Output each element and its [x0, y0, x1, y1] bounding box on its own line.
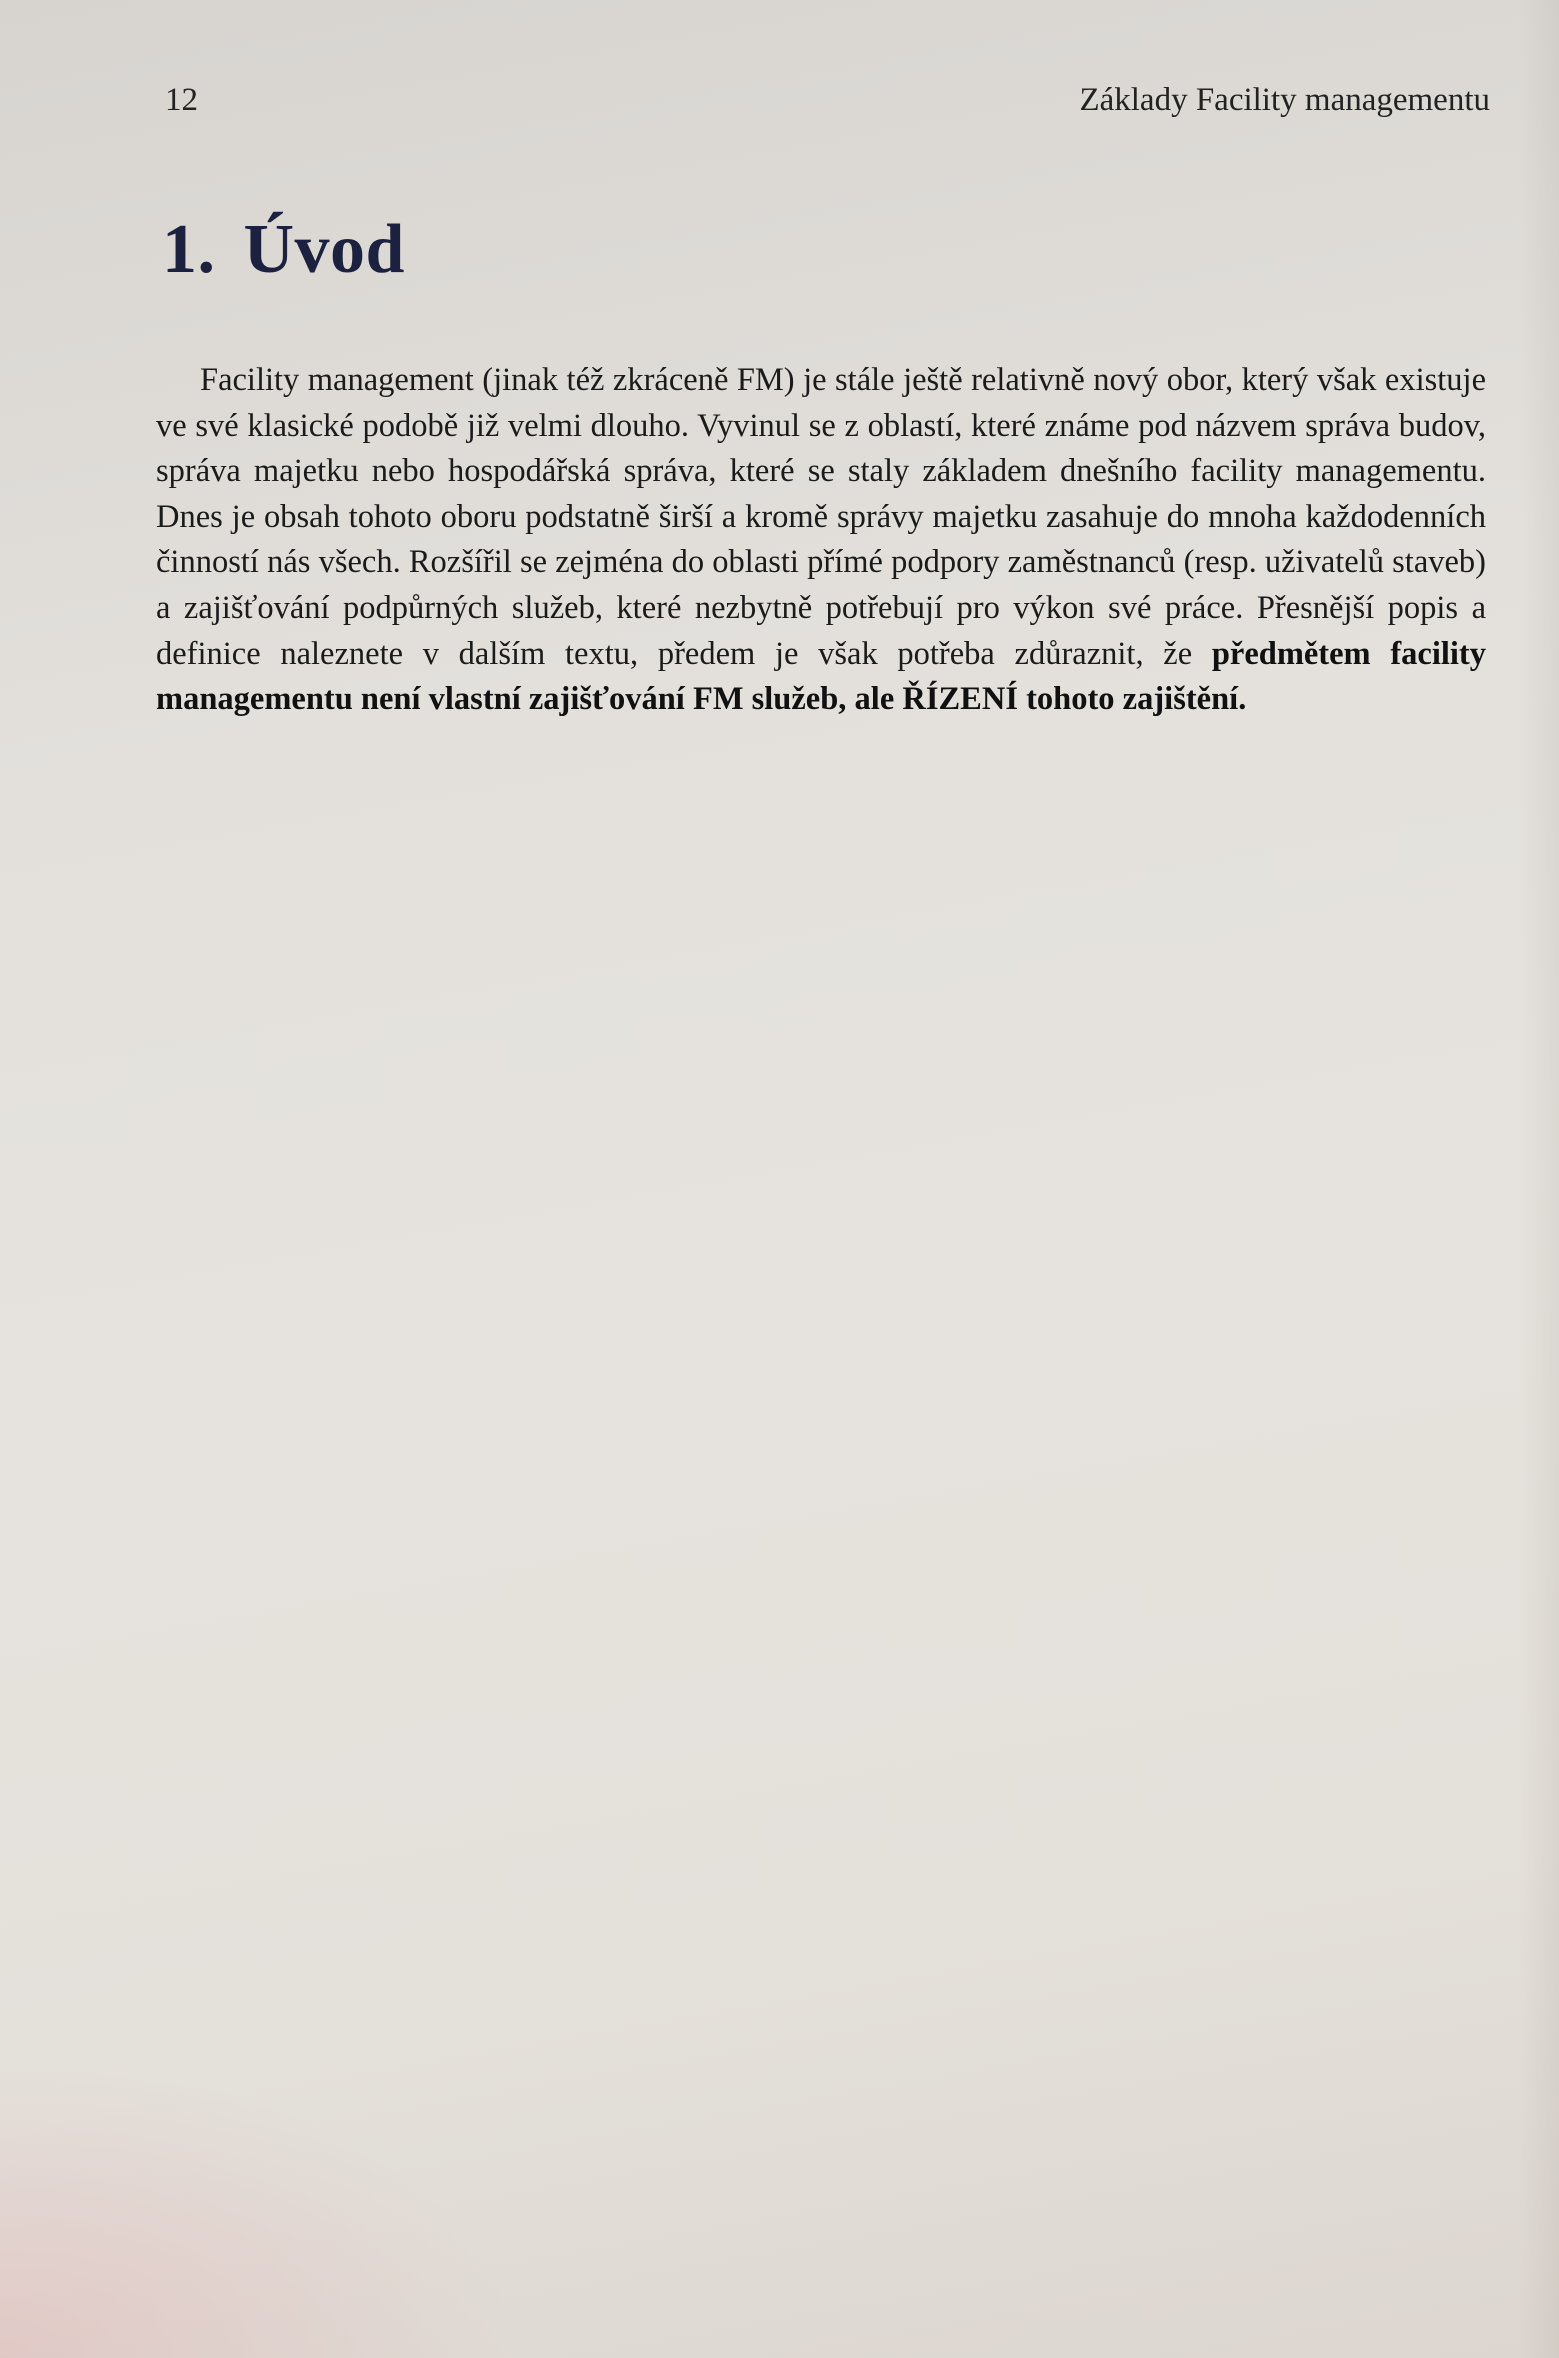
- page-edge-shadow: [1519, 0, 1559, 2358]
- page-tint: [0, 2058, 520, 2358]
- page-number: 12: [165, 82, 198, 118]
- paragraph-emphasis: předmětem facility managementu není vlastní zajišťování FM služeb, ale ŘÍZENÍ tohoto zajištění.: [156, 635, 1486, 718]
- running-header: [165, 78, 1490, 122]
- paragraph-text: Facility management (jinak též zkráceně FM) je stále ještě relativně nový obor, který však existuje ve své klasické podobě již velmi dlouho. Vyvinul se z oblastí, které známe pod názvem správa budov, správa majetku nebo hospodářská správa, které se staly základem dnešního facility managementu. Dnes je obsah tohoto oboru podstatně širší a kromě správy majetku zasahuje do mnoha každodenních činností nás všech. Rozšířil se zejména do oblasti přímé podpory zaměstnanců (resp. uživatelů staveb) a zajišťování podpůrných služeb, které nezbytně potřebují pro výkon své práce. Přesnější popis a definice naleznete v dalším textu, předem je však potřeba zdůraznit, že: [156, 362, 1486, 672]
- chapter-title: Úvod: [243, 211, 405, 288]
- running-title: Základy Facility managementu: [1079, 82, 1490, 118]
- chapter-number: 1.: [162, 211, 216, 288]
- intro-paragraph: [156, 358, 1486, 723]
- chapter-heading: [162, 208, 405, 292]
